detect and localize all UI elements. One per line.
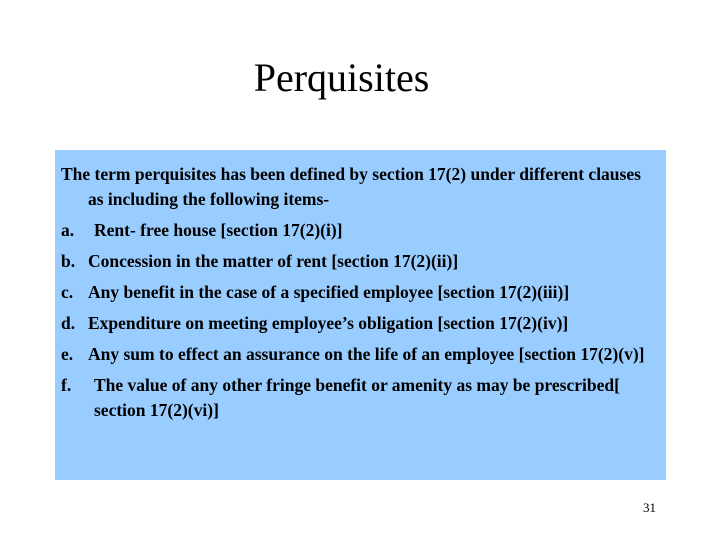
page-number: 31 xyxy=(643,500,656,515)
slide-title: Perquisites xyxy=(253,55,430,100)
list-item-text: The value of any other fringe benefit or amenity as may be prescribed[ section 17(2)(vi)] xyxy=(94,375,620,420)
list-marker: a. xyxy=(61,220,75,240)
intro-paragraph: The term perquisites has been defined by section 17(2) under different clauses as including the following items- xyxy=(61,164,641,209)
list-item-text: Expenditure on meeting employee’s obligation [section 17(2)(iv)] xyxy=(88,313,569,333)
list-item-text: Any benefit in the case of a specified employee [section 17(2)(iii)] xyxy=(88,282,570,302)
list-item-a xyxy=(61,218,660,243)
list-item-text: Any sum to effect an assurance on the life of an employee [section 17(2)(v)] xyxy=(88,344,645,364)
list-item-text: Rent- free house [section 17(2)(i)] xyxy=(94,220,343,240)
list-item-c xyxy=(61,280,660,305)
list-item-e xyxy=(61,342,660,367)
list-marker: e. xyxy=(61,344,74,364)
list-item-f xyxy=(61,373,660,423)
list-item-b xyxy=(61,249,660,274)
list-marker: b. xyxy=(61,251,76,271)
content-box xyxy=(55,150,666,480)
list-marker: f. xyxy=(61,375,72,395)
list-marker: c. xyxy=(61,282,74,302)
list-item-text: Concession in the matter of rent [section 17(2)(ii)] xyxy=(88,251,459,271)
list-marker: d. xyxy=(61,313,76,333)
list-item-d xyxy=(61,311,660,336)
